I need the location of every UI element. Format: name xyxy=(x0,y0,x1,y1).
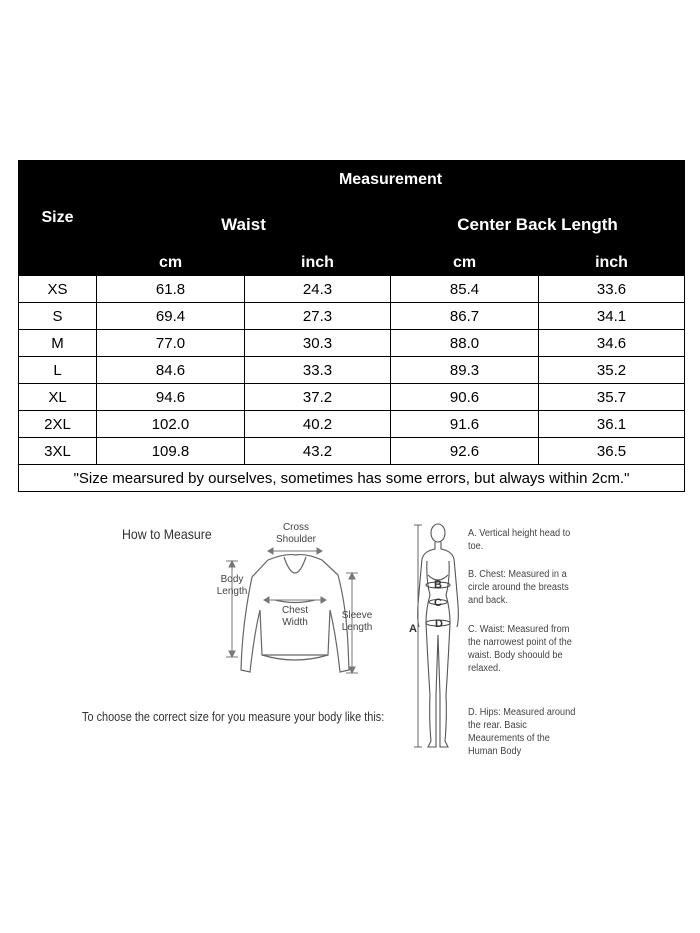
size-cell: L xyxy=(19,357,97,384)
unit-header: cm xyxy=(391,251,539,276)
value-cell: 69.4 xyxy=(97,303,245,330)
value-cell: 88.0 xyxy=(391,330,539,357)
value-cell: 33.3 xyxy=(245,357,391,384)
height-arrow xyxy=(414,525,422,747)
value-cell: 85.4 xyxy=(391,276,539,303)
table-row xyxy=(19,303,685,330)
size-cell: 2XL xyxy=(19,411,97,438)
note-row xyxy=(19,465,685,492)
size-header: Size xyxy=(19,161,97,276)
size-cell: M xyxy=(19,330,97,357)
size-cell: 3XL xyxy=(19,438,97,465)
value-cell: 77.0 xyxy=(97,330,245,357)
measurement-illustration xyxy=(0,505,700,785)
value-cell: 37.2 xyxy=(245,384,391,411)
figure-letter-d: D xyxy=(435,618,443,630)
legend-height: A. Vertical height head to toe. xyxy=(468,528,571,552)
figure-letter-c: C xyxy=(434,597,442,609)
value-cell: 40.2 xyxy=(245,411,391,438)
measure-instruction: To choose the correct size for you measure your body like this: xyxy=(82,709,385,724)
size-cell: S xyxy=(19,303,97,330)
unit-header: inch xyxy=(539,251,685,276)
value-cell: 61.8 xyxy=(97,276,245,303)
cross-shoulder-label: Cross Shoulder xyxy=(275,522,317,545)
figure-letter-a: A xyxy=(409,623,417,635)
value-cell: 27.3 xyxy=(245,303,391,330)
legend-hips: D. Hips: Measured around the rear. Basic Meaurements of the Human Body xyxy=(468,707,576,757)
size-cell: XL xyxy=(19,384,97,411)
value-cell: 33.6 xyxy=(539,276,685,303)
chest-width-label: Chest Width xyxy=(281,605,309,628)
value-cell: 102.0 xyxy=(97,411,245,438)
value-cell: 35.7 xyxy=(539,384,685,411)
how-to-measure-section xyxy=(0,505,700,785)
legend-chest: B. Chest: Measured in a circle around the breasts and back. xyxy=(468,569,569,606)
measurement-header: Measurement xyxy=(97,161,685,200)
unit-header: cm xyxy=(97,251,245,276)
unit-header: inch xyxy=(245,251,391,276)
value-cell: 36.1 xyxy=(539,411,685,438)
value-cell: 84.6 xyxy=(97,357,245,384)
value-cell: 36.5 xyxy=(539,438,685,465)
cross-shoulder-arrow xyxy=(268,548,322,554)
size-chart-table xyxy=(18,160,685,492)
body-figure xyxy=(418,524,459,747)
value-cell: 30.3 xyxy=(245,330,391,357)
value-cell: 86.7 xyxy=(391,303,539,330)
figure-letter-b: B xyxy=(434,579,442,591)
value-cell: 92.6 xyxy=(391,438,539,465)
value-cell: 109.8 xyxy=(97,438,245,465)
size-cell: XS xyxy=(19,276,97,303)
size-note: "Size mearsured by ourselves, sometimes has some errors, but always within 2cm." xyxy=(19,465,685,492)
table-row xyxy=(19,438,685,465)
table-row xyxy=(19,276,685,303)
how-to-measure-title: How to Measure xyxy=(122,526,212,542)
sleeve-length-label: Sleeve Length xyxy=(341,610,373,633)
table-row xyxy=(19,357,685,384)
value-cell: 94.6 xyxy=(97,384,245,411)
value-cell: 34.1 xyxy=(539,303,685,330)
value-cell: 89.3 xyxy=(391,357,539,384)
value-cell: 24.3 xyxy=(245,276,391,303)
legend-waist: C. Waist: Measured from the narrowest point of the waist. Body shoould be relaxed. xyxy=(468,624,572,674)
waist-header: Waist xyxy=(97,200,391,251)
value-cell: 91.6 xyxy=(391,411,539,438)
body-length-label: Body Length xyxy=(216,574,248,597)
value-cell: 34.6 xyxy=(539,330,685,357)
value-cell: 43.2 xyxy=(245,438,391,465)
value-cell: 35.2 xyxy=(539,357,685,384)
table-row xyxy=(19,411,685,438)
table-row xyxy=(19,384,685,411)
center-back-length-header: Center Back Length xyxy=(391,200,685,251)
table-row xyxy=(19,330,685,357)
value-cell: 90.6 xyxy=(391,384,539,411)
